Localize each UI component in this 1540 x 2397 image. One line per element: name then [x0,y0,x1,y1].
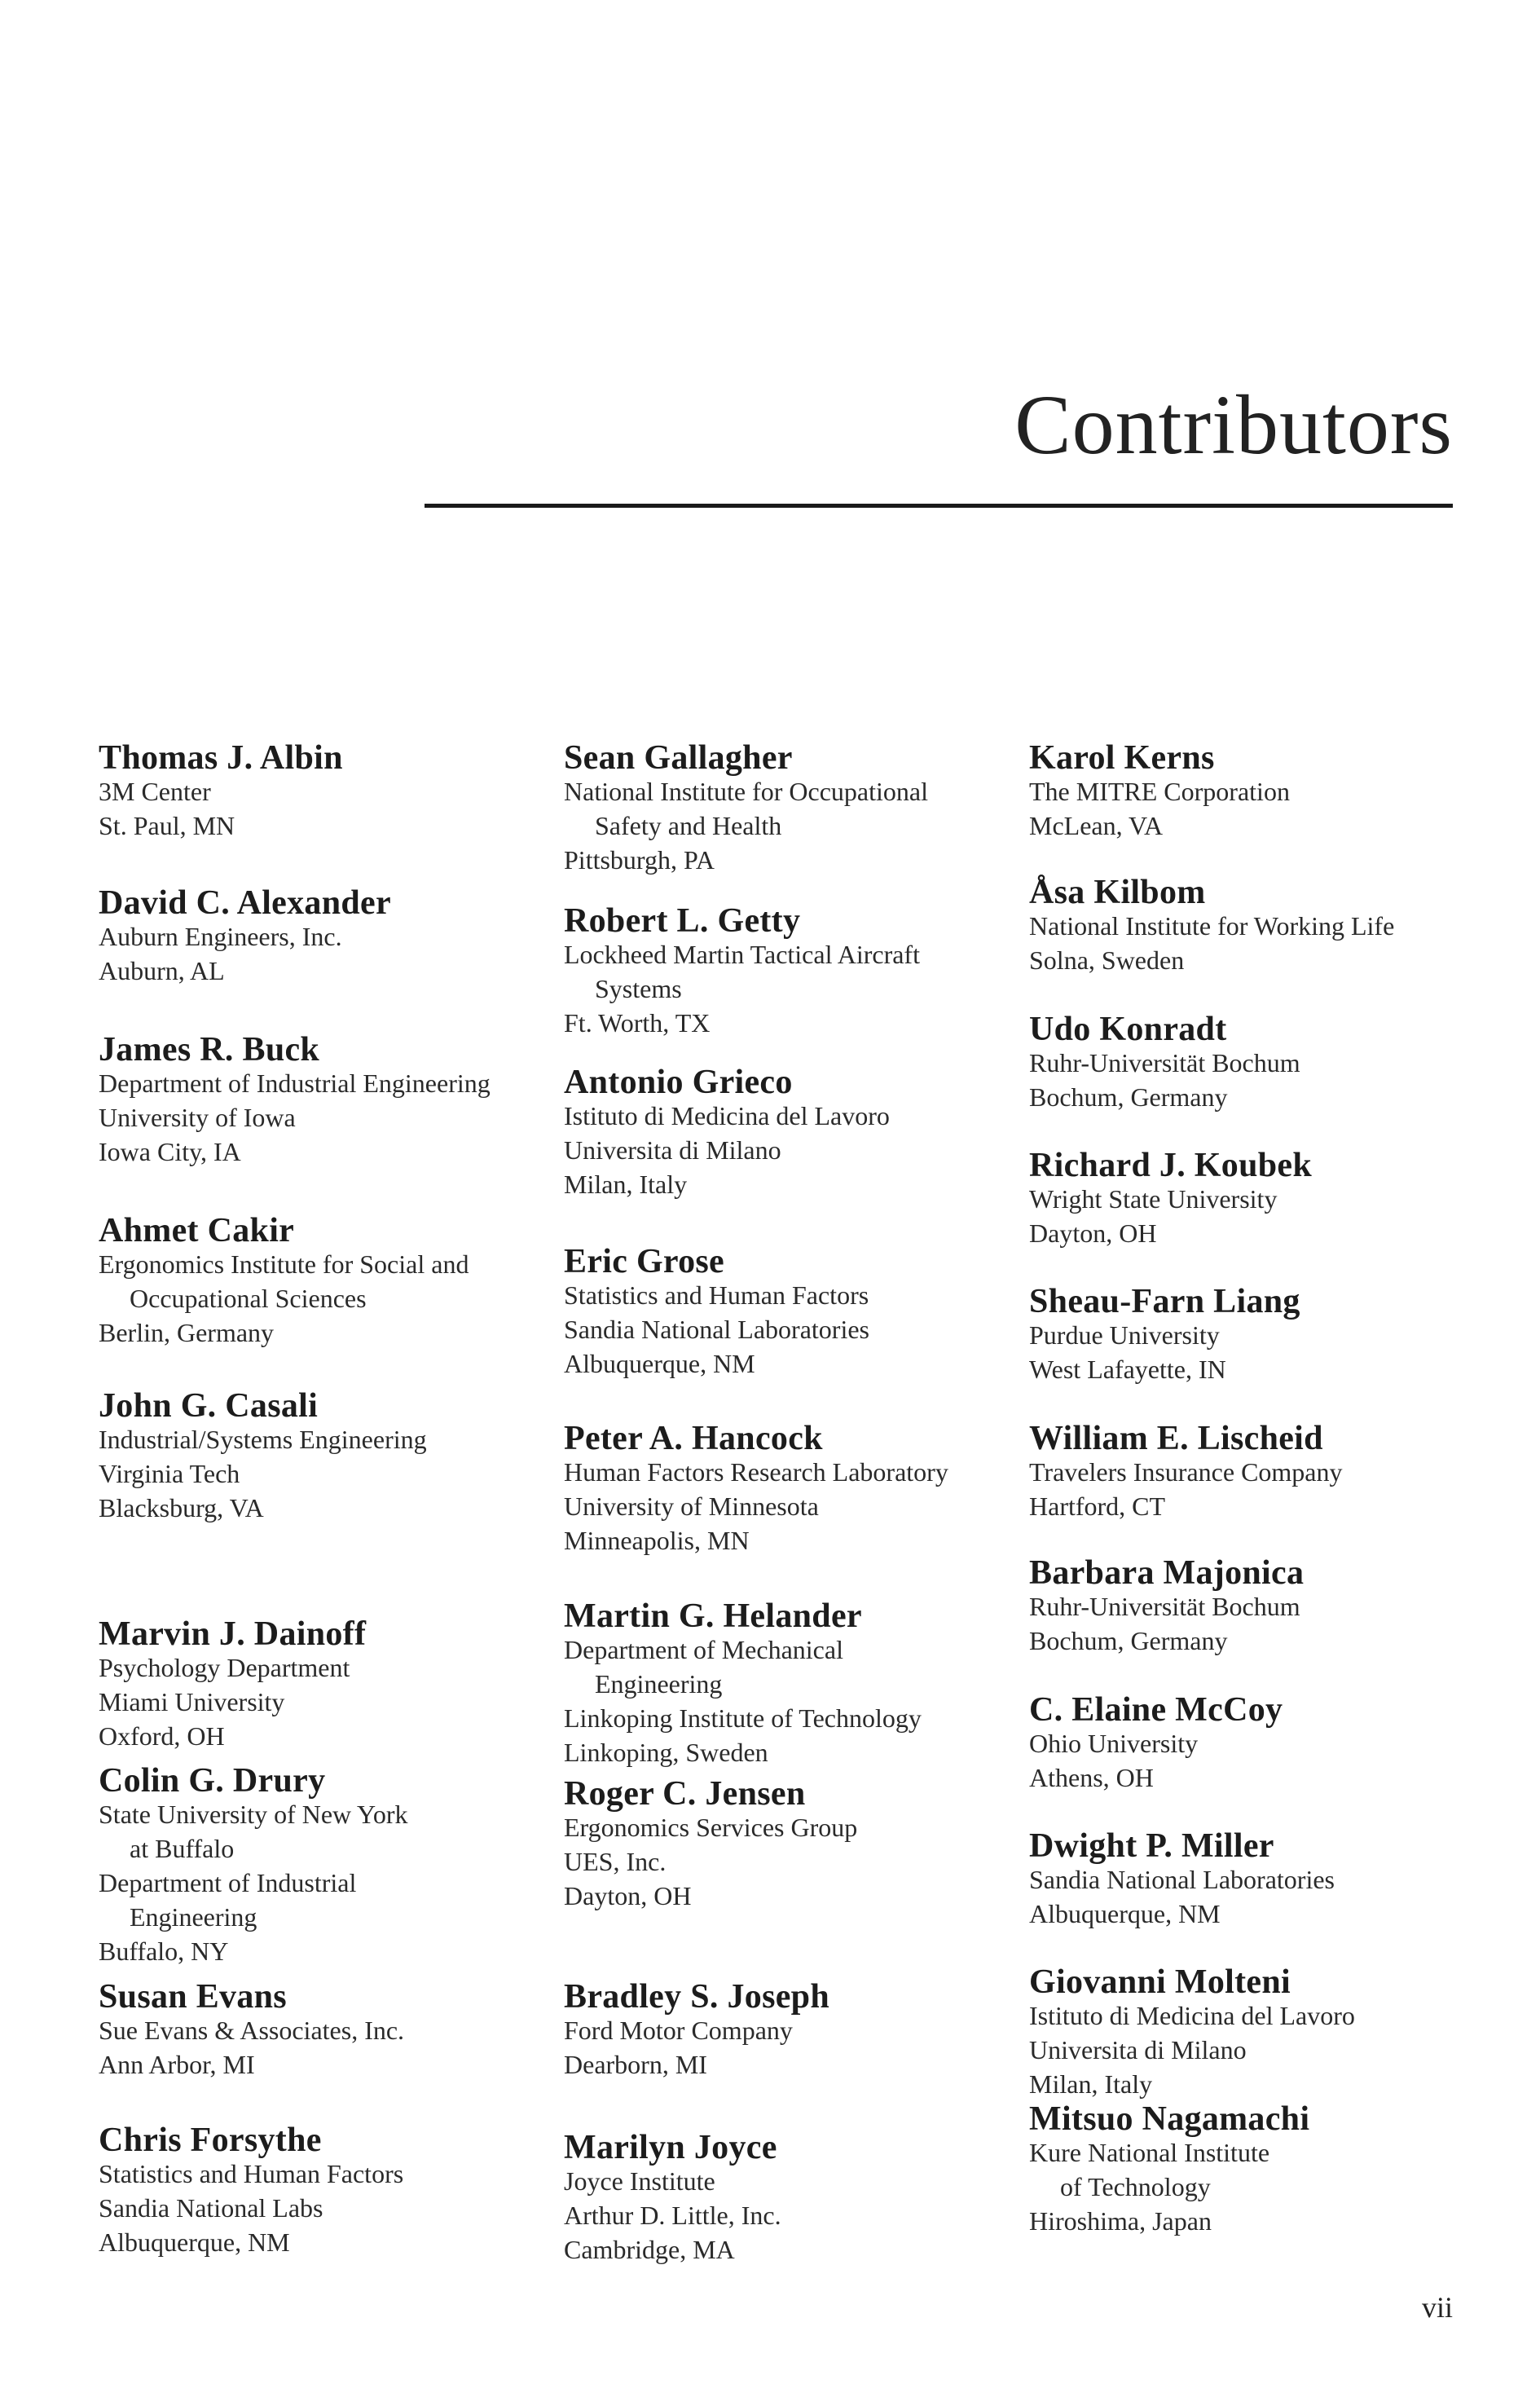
contributor-affiliation-line: Department of Industrial [99,1868,357,1897]
contributor-affiliation-line: Iowa City, IA [99,1137,241,1166]
contributor-affiliation-line: Blacksburg, VA [99,1493,264,1522]
contributor-affiliation-line: Industrial/Systems Engineering [99,1425,427,1454]
contributor-affiliation-line: Bochum, Germany [1029,1626,1228,1655]
contributor-affiliation-line: Sandia National Laboratories [564,1315,869,1344]
contributor-entry [564,902,1020,1040]
contributor-entry [1029,1963,1485,2101]
contributor-affiliation-line: State University of New York [99,1800,408,1829]
contributor-affiliation-line: Oxford, OH [99,1721,225,1751]
contributor-affiliation-line: Dayton, OH [1029,1218,1157,1248]
contributor-affiliation-line: Ohio University [1029,1729,1199,1758]
contributor-entry [99,1978,555,2082]
contributor-affiliation-line: Albuquerque, NM [564,1349,755,1378]
contributor-entry [564,2131,1020,2267]
contributor-affiliation-line: Hartford, CT [1029,1492,1166,1521]
contributor-affiliation-line: Dayton, OH [564,1881,692,1910]
contributor-affiliation-line: Bochum, Germany [1029,1082,1228,1112]
contributor-affiliation-line: Lockheed Martin Tactical Aircraft [564,940,920,969]
contributor-name: Richard J. Koubek [1029,1147,1312,1184]
contributor-affiliation-line: Miami University [99,1687,285,1716]
contributor-entry [564,1597,1020,1769]
contributor-affiliation-line: at Buffalo [130,1834,235,1863]
contributor-affiliation-line: Ergonomics Services Group [564,1813,858,1842]
contributor-affiliation-line: Milan, Italy [564,1170,688,1199]
contributor-affiliation-line: University of Minnesota [564,1492,819,1521]
contributor-entry [1029,1827,1485,1931]
contributor-affiliation-line: Systems [595,974,682,1003]
contributor-name: Sheau-Farn Liang [1029,1283,1300,1320]
contributor-affiliation-line: National Institute for Occupational [564,777,928,806]
contributor-name: Åsa Kilbom [1029,874,1206,911]
contributor-affiliation-line: Istituto di Medicina del Lavoro [564,1101,890,1130]
contributor-affiliation-line: 3M Center [99,777,211,806]
contributor-affiliation-line: National Institute for Working Life [1029,911,1395,941]
contributor-name: Robert L. Getty [564,902,801,940]
contributor-entry [1029,1285,1485,1386]
contributor-name: John G. Casali [99,1387,319,1425]
contributor-entry [564,1245,1020,1381]
contributor-affiliation-line: Arthur D. Little, Inc. [564,2201,781,2230]
page-title: Contributors [1014,378,1453,472]
contributor-affiliation-line: Istituto di Medicina del Lavoro [1029,2001,1355,2030]
contributor-affiliation-line: Travelers Insurance Company [1029,1457,1343,1487]
contributor-affiliation-line: Minneapolis, MN [564,1526,750,1555]
page-number: vii [1421,2291,1453,2324]
contributor-name: Marilyn Joyce [564,2129,777,2166]
contributor-affiliation-line: Ann Arbor, MI [99,2050,255,2079]
contributor-affiliation-line: Occupational Sciences [130,1284,367,1313]
contributor-affiliation-line: Ruhr-Universität Bochum [1029,1048,1300,1077]
contributor-affiliation-line: Linkoping, Sweden [564,1738,768,1767]
contributor-entry [99,1387,555,1525]
contributor-name: Dwight P. Miller [1029,1827,1274,1865]
contributor-affiliation-line: Ergonomics Institute for Social and [99,1249,469,1279]
contributor-entry [564,1066,1020,1201]
contributor-entry [99,2124,555,2259]
contributor-name: Sean Gallagher [564,739,793,777]
contributor-affiliation-line: Engineering [595,1669,723,1699]
contributor-name: William E. Lischeid [1029,1420,1323,1457]
contributor-name: Colin G. Drury [99,1762,326,1800]
contributor-affiliation-line: Psychology Department [99,1653,350,1682]
contributor-affiliation-line: The MITRE Corporation [1029,777,1290,806]
contributor-entry [1029,1149,1485,1250]
contributor-affiliation-line: Wright State University [1029,1184,1278,1214]
contributor-name: Eric Grose [564,1243,725,1280]
contributor-name: Giovanni Molteni [1029,1963,1291,2001]
contributor-affiliation-line: Buffalo, NY [99,1937,229,1966]
contributor-name: Mitsuo Nagamachi [1029,2100,1310,2138]
contributor-affiliation-line: Virginia Tech [99,1459,240,1488]
contributor-affiliation-line: McLean, VA [1029,811,1164,840]
contributor-entry [1029,1013,1485,1114]
contributor-name: Martin G. Helander [564,1597,862,1635]
contributor-affiliation-line: Engineering [130,1902,257,1932]
contributor-affiliation-line: Auburn Engineers, Inc. [99,922,342,951]
contributor-affiliation-line: Auburn, AL [99,956,225,985]
contributor-affiliation-line: Sandia National Laboratories [1029,1865,1335,1894]
contributor-name: Peter A. Hancock [564,1420,823,1457]
contributor-entry [99,1762,555,1968]
contributor-affiliation-line: Universita di Milano [564,1135,781,1165]
contributor-affiliation-line: Safety and Health [595,811,782,840]
contributor-name: David C. Alexander [99,884,391,922]
contributor-name: Chris Forsythe [99,2122,322,2159]
contributor-entry [99,884,555,988]
contributor-affiliation-line: Linkoping Institute of Technology [564,1703,922,1733]
contributor-affiliation-line: Statistics and Human Factors [564,1280,869,1310]
contributor-name: Roger C. Jensen [564,1775,806,1813]
contributor-affiliation-line: of Technology [1060,2172,1211,2201]
contributor-affiliation-line: Department of Industrial Engineering [99,1069,491,1098]
contributor-affiliation-line: Albuquerque, NM [1029,1899,1221,1928]
contributor-entry [1029,1422,1485,1523]
contributor-name: Marvin J. Dainoff [99,1615,367,1653]
contributor-entry [564,1978,1020,2082]
contributor-affiliation-line: Sandia National Labs [99,2193,323,2223]
contributor-entry [99,1615,555,1753]
contributor-entry [564,1775,1020,1913]
contributor-entry [99,1214,555,1350]
contributor-entry [1029,2100,1485,2238]
contributor-affiliation-line: Joyce Institute [564,2166,715,2196]
contributor-affiliation-line: Hiroshima, Japan [1029,2206,1212,2236]
contributor-affiliation-line: St. Paul, MN [99,811,235,840]
contributor-affiliation-line: Human Factors Research Laboratory [564,1457,948,1487]
contributor-affiliation-line: Ft. Worth, TX [564,1008,711,1038]
contributor-affiliation-line: Athens, OH [1029,1763,1154,1792]
contributor-affiliation-line: Cambridge, MA [564,2235,735,2264]
contributor-entry [1029,1691,1485,1795]
contributor-entry [1029,876,1485,977]
contributor-affiliation-line: UES, Inc. [564,1847,667,1876]
contributor-entry [99,739,555,843]
contributor-affiliation-line: Purdue University [1029,1320,1220,1350]
contributor-affiliation-line: Sue Evans & Associates, Inc. [99,2016,405,2045]
contributor-entry [99,1033,555,1169]
contributor-affiliation-line: Milan, Italy [1029,2069,1153,2099]
contributor-entry [1029,739,1485,843]
contributor-name: Bradley S. Joseph [564,1978,829,2016]
contributor-affiliation-line: West Lafayette, IN [1029,1355,1226,1384]
contributor-entry [1029,1554,1485,1658]
contributor-affiliation-line: Statistics and Human Factors [99,2159,404,2188]
contributor-name: Udo Konradt [1029,1011,1227,1048]
contributor-name: Antonio Grieco [564,1064,793,1101]
contributor-name: C. Elaine McCoy [1029,1691,1283,1729]
contributor-affiliation-line: University of Iowa [99,1103,296,1132]
contributor-affiliation-line: Dearborn, MI [564,2050,707,2079]
contributor-affiliation-line: Pittsburgh, PA [564,845,715,875]
contributor-affiliation-line: Berlin, Germany [99,1318,275,1347]
contributor-name: James R. Buck [99,1031,320,1069]
contributor-affiliation-line: Ruhr-Universität Bochum [1029,1592,1300,1621]
title-rule [425,504,1453,508]
contributor-entry [564,1422,1020,1558]
contributor-affiliation-line: Kure National Institute [1029,2138,1270,2167]
contributor-affiliation-line: Solna, Sweden [1029,945,1185,975]
contributor-name: Karol Kerns [1029,739,1215,777]
contributor-entry [564,739,1020,877]
contributor-name: Barbara Majonica [1029,1554,1305,1592]
contributor-affiliation-line: Albuquerque, NM [99,2227,290,2257]
contributor-name: Susan Evans [99,1978,287,2016]
contributor-affiliation-line: Universita di Milano [1029,2035,1247,2064]
contributor-affiliation-line: Ford Motor Company [564,2016,793,2045]
contributor-affiliation-line: Department of Mechanical [564,1635,843,1664]
contributor-name: Ahmet Cakir [99,1212,295,1249]
contributor-name: Thomas J. Albin [99,739,343,777]
